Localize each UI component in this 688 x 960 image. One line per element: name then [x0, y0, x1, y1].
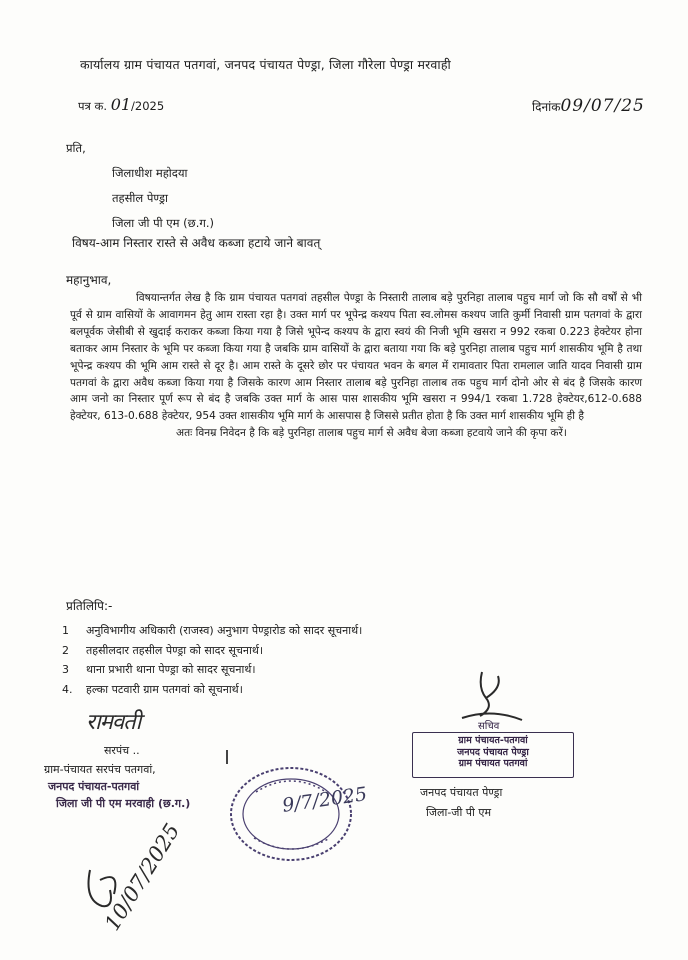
- list-item-text: हल्का पटवारी ग्राम पतगवां को सूचनार्थ।: [86, 682, 243, 696]
- sachiv-details: [420, 783, 502, 823]
- seal-line: जिला जी पी एम मरवाही (छ.ग.): [56, 797, 191, 810]
- seal-line: ग्राम पंचायत-पतगवां: [458, 735, 528, 746]
- list-item-number: 4.: [62, 682, 73, 696]
- letter-date: [532, 96, 645, 116]
- date-label: दिनांक: [532, 100, 561, 114]
- list-item: [62, 680, 362, 700]
- sachiv-signature: सचिव: [478, 721, 500, 732]
- list-item: [62, 660, 362, 680]
- office-header: कार्यालय ग्राम पंचायत पतगवां, जनपद पंचायत पेण्ड्रा, जिला गौरेला पेण्ड्रा मरवाही: [80, 57, 451, 72]
- addressee-line: जिला जी पी एम (छ.ग.): [112, 216, 214, 230]
- stamp-received-date: 9/7/2025: [280, 783, 369, 817]
- seal-line: ग्राम पंचायत पतगवां: [458, 758, 528, 769]
- letter-reference: [78, 95, 164, 114]
- addressee-line: जिलाधीश महोदया: [112, 166, 188, 180]
- sarpanch-title: सरपंच ..: [104, 744, 140, 757]
- list-item-number: 3: [62, 663, 69, 676]
- list-item-text: तहसीलदार तहसील पेण्ड्रा को सादर सूचनार्थ।: [86, 643, 264, 657]
- addressee-line: तहसील पेण्ड्रा: [112, 191, 168, 205]
- list-item-number: 1: [62, 624, 69, 637]
- sachiv-seal: [412, 732, 574, 778]
- addressee-label: प्रति,: [66, 141, 86, 155]
- letter-body: [70, 290, 642, 442]
- subject-line: विषय-आम निस्तार रास्ते से अवैध कब्जा हटाये जाने बावत्: [72, 236, 321, 250]
- body-paragraph: विषयान्तर्गत लेख है कि ग्राम पंचायत पतगवां तहसील पेण्ड्रा के निस्तारी तालाब बड़े पुरनिहा तालाब पहुच मार्ग जो कि सौ वर्षों से भी पूर्व से ग्राम वासियों के आवागमन हेतु आम रास्ता रहा है। उक्त मार्ग पर भूपेन्द्र कश्यप पिता स्व.लोमस कश्यप जाति कुर्मी निवासी ग्राम पतगवां के द्वारा बलपूर्वक जेसीबी से खुदाई कराकर कब्जा किया गया है जिसे भूपेन्द कश्यप के द्वारा स्वयं की निजी भूमि खसरा न 992 रकबा 0.223 हेक्टेयर होना बताकर आम निस्तार के भूमि पर कब्जा किया गया है जबकि ग्राम वासियों के द्वारा बताया गया कि बड़े पुरनिहा तालाब पहुच मार्ग शासकीय भूमि है तथा भूपेन्द्र कश्यप की भूमि आम रास्ते से दूर है। आम रास्ते के दूसरे छोर पर पंचायत भवन के बगल में रामावतार पिता रामलाल जाति यादव निवासी ग्राम पतगवां के द्वारा अवैध कब्जा किया गया है जिसके कारण आम निस्तार तालाब बड़े पुरनिहा तालाब तक पहुच मार्ग दोनो ओर से बंद है जिसके कारण आम जनो का निस्तार पूर्ण रूप से बंद है जबकि उक्त मार्ग के आस पास शासकीय भूमि खसरा न 994/1 रकबा 1.728 हेक्टेयर,612-0.688 हेक्टेयर, 613-0.688 हेक्टेयर, 954 उक्त शासकीय भूमि मार्ग के आसपास है जिससे प्रतीत होता है कि उक्त मार्ग शासकीय भूमि ही है: [70, 292, 642, 423]
- copies-list: [62, 621, 362, 699]
- sarpanch-seal: [44, 761, 190, 812]
- reference-prefix: पत्र क.: [78, 99, 108, 113]
- date-value: 09/07/25: [560, 96, 645, 116]
- seal-line: जनपद पंचायत पेण्ड्रा: [457, 746, 529, 758]
- salutation: महानुभाव,: [66, 273, 112, 287]
- reference-year: /2025: [131, 99, 165, 113]
- receiver-date: 10/07/2025: [100, 819, 185, 935]
- seal-line: ग्राम-पंचायत सरपंच पतगवां,: [44, 763, 156, 776]
- list-item: [62, 641, 362, 661]
- list-item-text: अनुविभागीय अधिकारी (राजस्व) अनुभाग पेण्ड्रारोड को सादर सूचनार्थ।: [86, 624, 363, 637]
- list-item: [62, 621, 362, 641]
- closing-paragraph: अतः विनम्र निवेदन है कि बड़े पुरनिहा तालाब पहुच मार्ग से अवैध बेजा कब्जा हटवाये जाने की कृपा करें।: [176, 427, 567, 440]
- sachiv-line: जिला-जी पी एम: [426, 806, 492, 819]
- sachiv-line: जनपद पंचायत पेण्ड्रा: [420, 786, 503, 799]
- list-item-text: थाना प्रभारी थाना पेण्ड्रा को सादर सूचनार्थ।: [86, 663, 256, 676]
- copies-title: प्रतिलिपि:-: [66, 599, 113, 613]
- addressee-block: [66, 136, 214, 236]
- list-item-number: 2: [62, 643, 69, 657]
- sarpanch-signature: रामवती: [86, 710, 141, 735]
- reference-number: 01: [110, 95, 132, 114]
- seal-line: जनपद पंचायत-पतगवां: [48, 780, 140, 793]
